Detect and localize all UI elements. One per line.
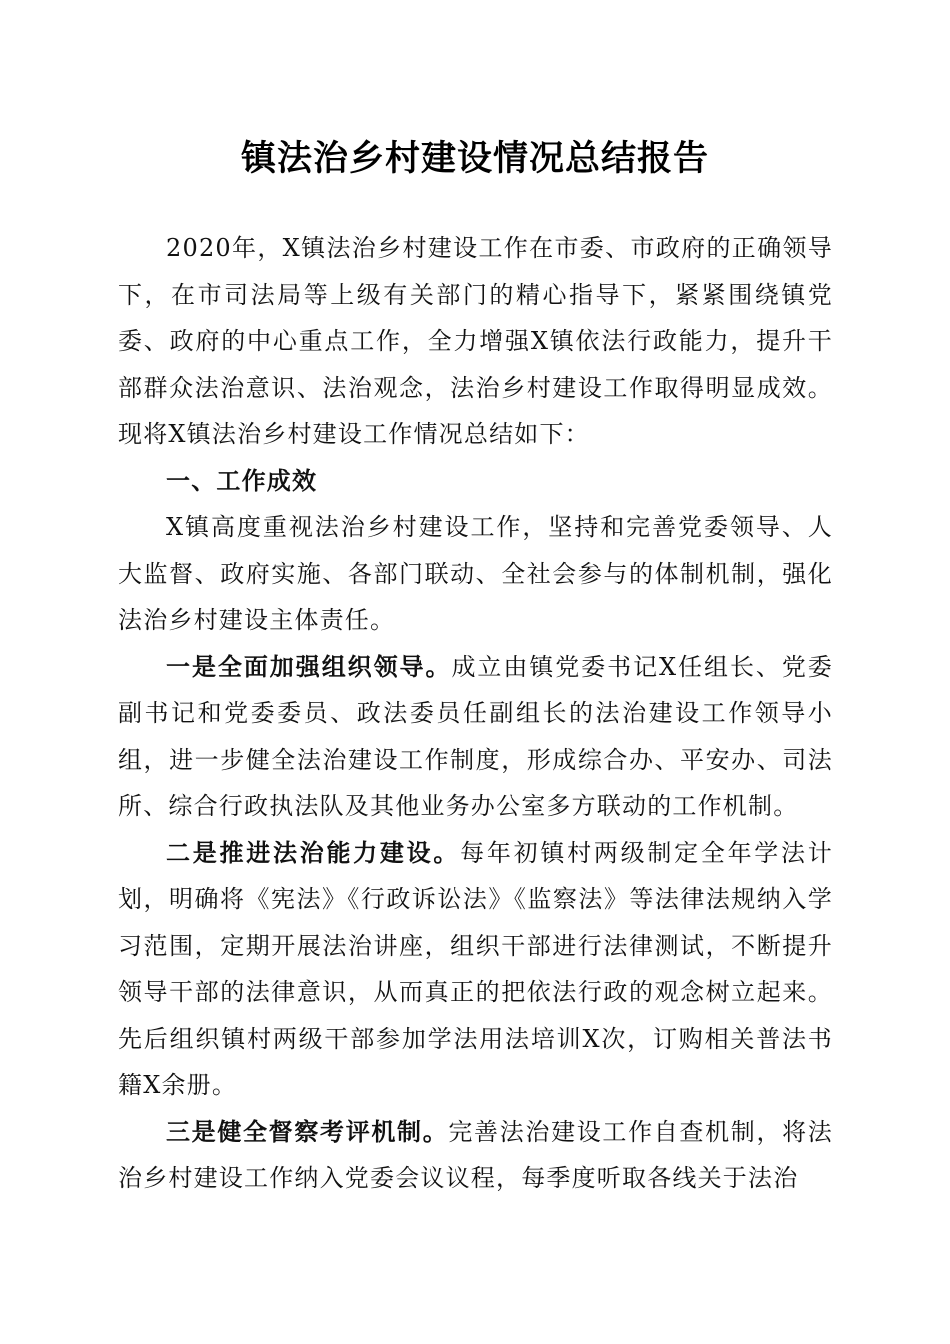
document-body bbox=[118, 225, 833, 1202]
item-paragraph-2 bbox=[118, 830, 833, 1109]
item-lead-1: 一是全面加强组织领导。 bbox=[166, 651, 452, 681]
intro-paragraph: 2020年，X镇法治乡村建设工作在市委、市政府的正确领导下，在市司法局等上级有关部门的精心指导下，紧紧围绕镇党委、政府的中心重点工作，全力增强X镇依法行政能力，提升干部群众法治意识、法治观念，法治乡村建设工作取得明显成效。现将X镇法治乡村建设工作情况总结如下： bbox=[118, 234, 833, 448]
section-heading: 一、工作成效 bbox=[166, 466, 318, 495]
item-lead-2: 二是推进法治能力建设。 bbox=[166, 837, 461, 867]
item-paragraph-3 bbox=[118, 1109, 833, 1202]
document-title: 镇法治乡村建设情况总结报告 bbox=[240, 138, 709, 179]
section-summary-paragraph: X镇高度重视法治乡村建设工作，坚持和完善党委领导、人大监督、政府实施、各部门联动、全社会参与的体制机制，强化法治乡村建设主体责任。 bbox=[118, 513, 833, 634]
item-text-2: 每年初镇村两级制定全年学法计划，明确将《宪法》《行政诉讼法》《监察法》等法律法规纳入学习范围，定期开展法治讲座，组织干部进行法律测试，不断提升领导干部的法律意识，从而真正的把依法行政的观念树立起来。先后组织镇村两级干部参加学法用法培训X次，订购相关普法书籍X余册。 bbox=[118, 838, 833, 1099]
item-lead-3: 三是健全督察考评机制。 bbox=[166, 1116, 449, 1146]
item-text-1: 成立由镇党委书记X任组长、党委副书记和党委委员、政法委员任副组长的法治建设工作领导小组，进一步健全法治建设工作制度，形成综合办、平安办、司法所、综合行政执法队及其他业务办公室多方联动的工作机制。 bbox=[118, 652, 833, 820]
item-text-3: 完善法治建设工作自查机制，将法治乡村建设工作纳入党委会议议程，每季度听取各线关于法治 bbox=[118, 1117, 833, 1192]
item-paragraph-1 bbox=[118, 644, 833, 830]
